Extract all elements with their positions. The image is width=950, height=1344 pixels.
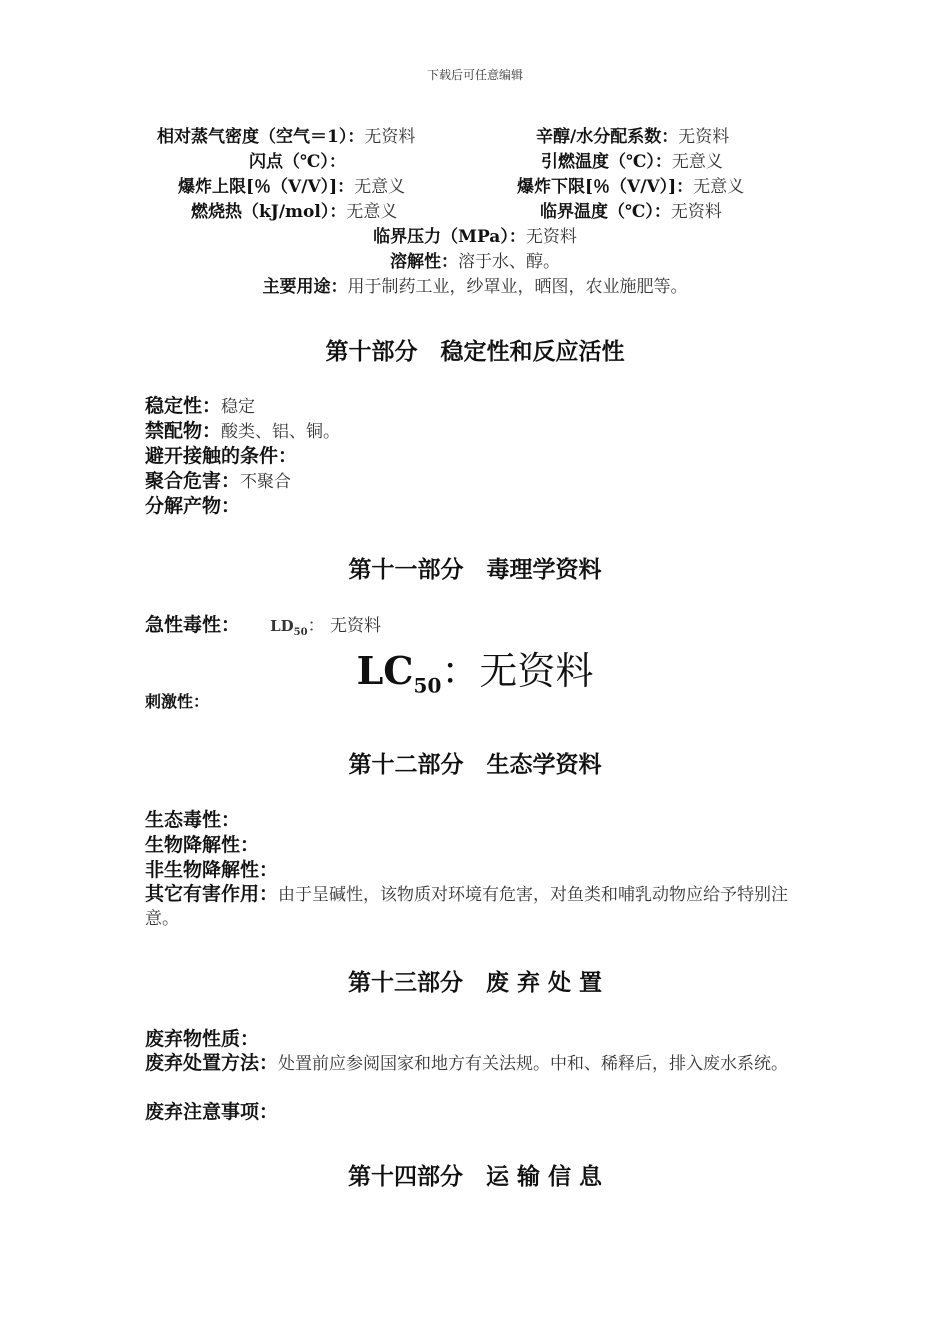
decomp-label: 分解产物：	[145, 495, 241, 517]
ignition-value: 无意义	[671, 152, 723, 172]
disposal-method-value: 处置前应参阅国家和地方有关法规。中和、稀释后，排入废水系统。	[278, 1054, 789, 1074]
ignition-label: 引燃温度（℃）：	[541, 152, 672, 172]
octanol-coefficient	[536, 126, 729, 148]
disposal-method-label: 废弃处置方法：	[145, 1052, 279, 1074]
decomposition-products	[145, 494, 240, 519]
other-harmful-effects	[145, 883, 805, 931]
lc50-label: $LC_{50}$	[356, 648, 442, 698]
combustion-heat	[191, 201, 397, 223]
lc50-value: ：无资料	[441, 649, 594, 693]
flash-point	[249, 151, 346, 173]
usage-value: 用于制药工业，纱罩业，晒图，农业施肥等。	[347, 277, 688, 297]
solubility	[0, 251, 950, 273]
upper-label: 爆炸上限[％（V/V）]：	[178, 177, 355, 197]
section-13-title: 第十三部分 废 弃 处 置	[347, 970, 603, 996]
crit-press-value: 无资料	[525, 227, 577, 247]
lower-value: 无意义	[693, 177, 745, 197]
lc50	[0, 640, 950, 698]
section-12-title: 第十二部分 生态学资料	[348, 752, 602, 778]
section-10-title: 第十部分 稳定性和反应活性	[325, 339, 625, 365]
upper-explosion-limit	[178, 176, 405, 198]
combustion-label: 燃烧热（kJ/mol）：	[191, 202, 347, 222]
disposal-notes	[145, 1100, 278, 1125]
disposal-method	[145, 1052, 805, 1076]
avoid-label: 避开接触的条件：	[145, 445, 298, 467]
crit-press-label: 临界压力（MPa）：	[373, 227, 526, 247]
irritation-label: 刺激性：	[145, 692, 210, 711]
vapor-density	[157, 126, 415, 148]
lower-explosion-limit	[517, 176, 744, 198]
incompatible-materials	[145, 419, 340, 445]
polymer-value: 不聚合	[240, 472, 292, 492]
other-label: 其它有害作用：	[145, 883, 279, 905]
disposal-notes-label: 废弃注意事项：	[145, 1101, 279, 1123]
lower-label: 爆炸下限[％（V/V）]：	[517, 177, 694, 197]
upper-value: 无意义	[354, 177, 406, 197]
polymerization-hazard	[145, 469, 291, 495]
solubility-value: 溶于水、醇。	[458, 252, 560, 272]
usage-label: 主要用途：	[262, 277, 348, 297]
stability-value: 稳定	[221, 397, 256, 417]
ld50-label: $LD_{50}$	[270, 617, 308, 638]
polymer-label: 聚合危害：	[145, 470, 241, 492]
ignition-temp	[541, 151, 723, 173]
nonbio-label: 非生物降解性：	[145, 859, 279, 881]
waste-nature-label: 废弃物性质：	[145, 1028, 260, 1050]
octanol-value: 无资料	[678, 127, 730, 147]
stability	[145, 394, 255, 420]
vapor-density-label: 相对蒸气密度（空气＝1）：	[157, 127, 365, 147]
section-14-title: 第十四部分 运 输 信 息	[347, 1164, 603, 1190]
vapor-density-value: 无资料	[364, 127, 416, 147]
critical-temperature	[540, 201, 722, 223]
non-biodegradability	[145, 858, 278, 883]
ecotox-label: 生态毒性：	[145, 809, 241, 831]
page-header: 下载后可任意编辑	[426, 68, 523, 82]
crit-temp-value: 无资料	[670, 202, 722, 222]
solubility-label: 溶解性：	[390, 252, 458, 272]
biodegradability	[145, 833, 259, 858]
flash-label: 闪点（℃）：	[249, 152, 346, 172]
stability-label: 稳定性：	[145, 395, 222, 417]
crit-temp-label: 临界温度（℃）：	[540, 202, 671, 222]
bio-label: 生物降解性：	[145, 834, 260, 856]
incompat-label: 禁配物：	[145, 420, 222, 442]
waste-nature	[145, 1027, 259, 1052]
acute-label: 急性毒性：	[145, 614, 241, 636]
main-usage	[0, 276, 950, 298]
ld50-value: ： 无资料	[307, 616, 381, 636]
ecotoxicity	[145, 808, 240, 833]
incompat-value: 酸类、铝、铜。	[221, 422, 341, 442]
critical-pressure	[0, 226, 950, 248]
combustion-value: 无意义	[346, 202, 398, 222]
other-value: 由于呈碱性，该物质对环境有危害，对鱼类和哺乳动物应给予特别注意。	[145, 885, 789, 929]
conditions-to-avoid	[145, 444, 297, 469]
section-11-title: 第十一部分 毒理学资料	[348, 557, 602, 583]
octanol-label: 辛醇/水分配系数：	[536, 127, 679, 147]
